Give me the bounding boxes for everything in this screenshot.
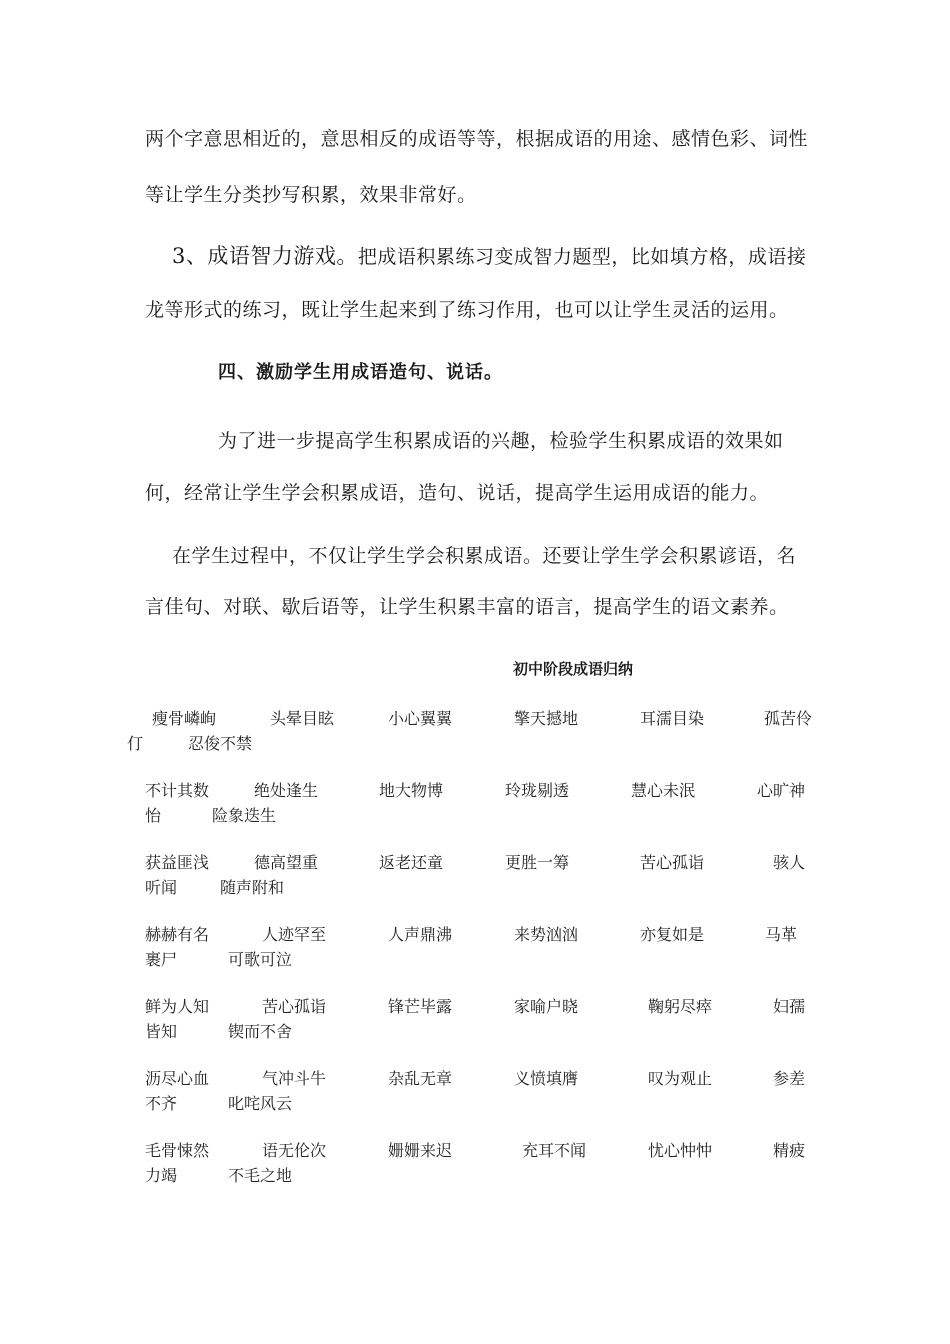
idiom-item: 玲珑剔透: [505, 781, 570, 800]
paragraph-line: 为了进一步提高学生积累成语的兴趣，检验学生积累成语的效果如: [218, 430, 784, 452]
idiom-item: 气冲斗牛: [262, 1069, 327, 1088]
idiom-item: 慧心未泯: [631, 781, 696, 800]
idiom-item: 鲜为人知: [145, 997, 210, 1016]
idiom-item: 怡: [145, 806, 162, 825]
idiom-item: 裹尸: [145, 950, 178, 969]
idiom-item: 义愤填膺: [514, 1069, 579, 1088]
idiom-item: 赫赫有名: [145, 925, 210, 944]
idiom-item: 苦心孤诣: [262, 997, 327, 1016]
idiom-item: 苦心孤诣: [640, 853, 705, 872]
idiom-item: 亦复如是: [640, 925, 705, 944]
idiom-item: 可歌可泣: [228, 950, 293, 969]
idiom-item: 毛骨悚然: [145, 1141, 210, 1160]
idiom-item: 力竭: [145, 1166, 178, 1185]
idiom-item: 充耳不闻: [522, 1141, 587, 1160]
idiom-item: 瘦骨嶙峋: [152, 709, 217, 728]
idiom-item: 人声鼎沸: [388, 925, 453, 944]
paragraph-line: [172, 240, 806, 270]
idiom-item: 返老还童: [379, 853, 444, 872]
paragraph-line: 龙等形式的练习，既让学生起来到了练习作用，也可以让学生灵活的运用。: [145, 299, 789, 321]
idiom-item: 杂乱无章: [388, 1069, 453, 1088]
idiom-item: 语无伦次: [262, 1141, 327, 1160]
idiom-item: 获益匪浅: [145, 853, 210, 872]
idiom-item: 忧心忡忡: [648, 1141, 713, 1160]
paragraph-line: 在学生过程中，不仅让学生学会积累成语。还要让学生学会积累谚语，名: [172, 545, 797, 567]
idiom-item: 地大物博: [379, 781, 444, 800]
idiom-item: 耳濡目染: [640, 709, 705, 728]
idiom-item: 参差: [773, 1069, 806, 1088]
idiom-item: 听闻: [145, 878, 178, 897]
idiom-item: 擎天撼地: [514, 709, 579, 728]
paragraph-line: 两个字意思相近的，意思相反的成语等等，根据成语的用途、感情色彩、词性: [145, 128, 809, 150]
idiom-item: 沥尽心血: [145, 1069, 210, 1088]
paragraph-line: 等让学生分类抄写积累，效果非常好。: [145, 184, 477, 206]
idiom-item: 鞠躬尽瘁: [648, 997, 713, 1016]
paragraph-line: 何，经常让学生学会积累成语，造句、说话，提高学生运用成语的能力。: [145, 482, 770, 504]
idiom-item: 绝处逢生: [254, 781, 319, 800]
idiom-item: 头晕目眩: [270, 709, 335, 728]
idiom-item: 心旷神: [757, 781, 806, 800]
idiom-item: 险象迭生: [212, 806, 277, 825]
idiom-item: 锋芒毕露: [388, 997, 453, 1016]
idiom-item: 不计其数: [145, 781, 210, 800]
idiom-item: 家喻户晓: [514, 997, 579, 1016]
idiom-item: 小心翼翼: [388, 709, 453, 728]
idiom-item: 更胜一筹: [505, 853, 570, 872]
idiom-item: 皆知: [145, 1022, 178, 1041]
idiom-item: 马革: [765, 925, 798, 944]
idiom-item: 不毛之地: [228, 1166, 293, 1185]
idiom-item: 姗姗来迟: [388, 1141, 453, 1160]
idiom-item: 骇人: [773, 853, 806, 872]
idiom-item: 锲而不舍: [228, 1022, 293, 1041]
section-3-text: 把成语积累练习变成智力题型，比如填方格，成语接: [357, 246, 807, 268]
section-4-heading: 四、激励学生用成语造句、说话。: [218, 362, 503, 383]
idiom-item: 忍俊不禁: [188, 734, 253, 753]
idiom-item: 德高望重: [254, 853, 319, 872]
section-3-title: 3、成语智力游戏。: [172, 244, 358, 268]
idiom-item: 随声附和: [220, 878, 285, 897]
idiom-item: 叹为观止: [648, 1069, 713, 1088]
idiom-item: 叱咤风云: [228, 1094, 293, 1113]
idiom-item: 来势汹汹: [514, 925, 579, 944]
idiom-item: 人迹罕至: [262, 925, 327, 944]
idiom-item: 仃: [127, 734, 144, 753]
idiom-item: 妇孺: [773, 997, 806, 1016]
idiom-item: 精疲: [773, 1141, 806, 1160]
idiom-item: 不齐: [145, 1094, 178, 1113]
paragraph-line: 言佳句、对联、歇后语等，让学生积累丰富的语言，提高学生的语文素养。: [145, 596, 789, 618]
idiom-item: 孤苦伶: [764, 709, 813, 728]
idiom-section-title: 初中阶段成语归纳: [513, 660, 634, 678]
